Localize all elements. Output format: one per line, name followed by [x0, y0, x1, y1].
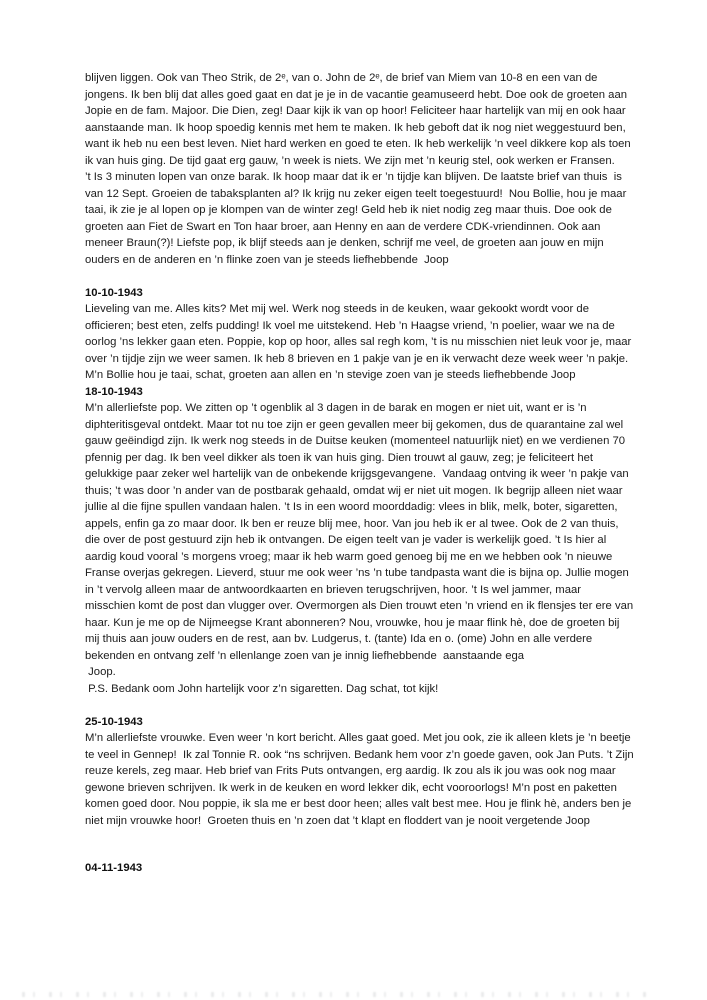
entry-date-heading: 25-10-1943	[85, 715, 143, 728]
letter-entry-04-11-1943	[85, 860, 634, 877]
intro-paragraph: ’t Is 3 minuten lopen van onze barak. Ik hoop maar dat ik er ’n tijdje kan blijven. De laatste brief van thuis is van 12 Sept. Groeien de tabaksplanten al? Ik krijg nu zeker eigen teelt toegestuurd! Nou Bollie, hou je maar taai, ik zie je al lopen op je klompen van de winter zeg! Geld heb ik niet nodig zeg maar thuis. Doe ook de groeten aan Fiet de Swart en Ton haar broer, aan Henny en aan de verdere CDK-vriendinnen. Ook aan meneer Braun(?)! Liefste pop, ik blijf steeds aan je denken, schrijf me veel, de groeten aan jouw en mijn ouders en de anderen en ’n flinke zoen van je steeds liefhebbende Joop	[85, 171, 630, 266]
letter-text-block	[85, 70, 637, 877]
letter-entry-10-10-1943	[85, 285, 634, 384]
entry-body: Lieveling van me. Alles kits? Met mij wel. Werk nog steeds in de keuken, waar gekookt wordt voor de officieren; best eten, zelfs pudding! Ik voel me uitstekend. Heb ’n Haagse vriend, ’n poelier, waar we na de oorlog ’ns lekker gaan eten. Poppie, kop op hoor, alles sal regh kom, ’t is nu misschien niet leuk voor je, maar over ’n tijdje zijn we weer samen. Ik heb 8 brieven en 1 pakje van je en ik verwacht deze week weer ’n pakje. M’n Bollie hou je taai, schat, groeten aan allen en ’n stevige zoen van je steeds liefhebbende Joop	[85, 303, 635, 381]
entry-date-heading: 18-10-1943	[85, 385, 143, 398]
entry-body: M’n allerliefste pop. We zitten op ’t ogenblik al 3 dagen in de barak en mogen er niet uit, want er is ’n diphteritisgeval ontdekt. Maar tot nu toe zijn er geen gevallen meer bij gekomen, dus de quarantaine zal wel gauw geëindigd zijn. Ik werk nog steeds in de Duitse keuken (momenteel natuurlijk niet) en we verdienen 70 pfennig per dag. Ik ben veel dikker als toen ik van huis ging. Dien trouwt al gauw, zeg; je feliciteert het gelukkige paar zeker wel hartelijk van de onbekende krijgsgevangene. Vandaag ontving ik weer ’n pakje van thuis; ’t was door ’n ander van de postbarak gehaald, omdat wij er niet uit mogen. Ik begrijp alleen niet waar jullie al die fijne spullen vandaan halen. ’t Is in een woord moorddadig: vlees in blik, melk, boter, sigaretten, appels, enfin ga zo maar door. Ik ben er reuze blij mee, hoor. Van jou heb ik er al twee. Ook de 2 van thuis, die over de post gestuurd zijn heb ik ontvangen. De eigen teelt van je vader is werkelijk goed. ’t Is hier al aardig koud vooral ’s morgens vroeg; maar ik heb warm goed genoeg bij me en we hebben ook ’n nieuwe Franse overjas gekregen. Lieverd, stuur me ook weer ’ns ’n tube tandpasta want die is bijna op. Jullie mogen in ’t vervolg alleen maar de antwoordkaarten en brieven terugschrijven, hoor. ’t Is wel jammer, maar misschien komt de post dan vlugger over. Overmorgen als Dien trouwt eten ’n vriend en ik flensjes ter ere van haar. Kun je me op de Nijmeegse Krant abonneren? Nou, vrouwke, hou je maar flink hè, doe de groeten bij mij thuis aan jouw ouders en de rest, aan bv. Ludgerus, t. (tante) Ida en o. (ome) John en alle verdere bekenden en ontvang zelf ’n ellenlange zoen van je innig liefhebbende aanstaande ega	[85, 402, 637, 662]
letter-entry-18-10-1943	[85, 384, 637, 698]
letter-entry-25-10-1943	[85, 714, 637, 830]
letter-intro	[85, 70, 634, 268]
entry-date-heading: 04-11-1943	[85, 862, 143, 874]
intro-paragraph: blijven liggen. Ook van Theo Strik, de 2ᵉ, van o. John de 2ᵉ, de brief van Miem van 10-8 en een van de jongens. Ik ben blij dat alles goed gaat en dat je je in de vacantie geamuseerd hebt. Doe ook de groeten aan Jopie en de fam. Majoor. Die Dien, zeg! Daar kijk ik van op hoor! Feliciteer haar hartelijk van mij en ook haar aanstaande man. Ik hoop spoedig kennis met hem te maken. Ik heb geboft dat ik nog niet weggestuurd ben, want ik heb nu een best leven. Niet hard werken en goed te eten. Ik heb werkelijk ’n veel dikkere kop als toen ik van huis ging. De tijd gaat erg gauw, ’n week is niets. We zijn met ’n keurig stel, ook werken er Fransen.	[85, 72, 634, 167]
entry-date-heading: 10-10-1943	[85, 286, 143, 299]
next-page-text-sliver	[22, 992, 647, 997]
entry-body: M’n allerliefste vrouwke. Even weer ’n kort bericht. Alles gaat goed. Met jou ook, zie ik alleen klets je ’n beetje te veel in Gennep! Ik zal Tonnie R. ook “ns schrijven. Bedank hem voor z’n goede gaven, ook Jan Puts. ’t Zijn reuze kerels, zeg maar. Heb brief van Frits Puts ontvangen, erg aardig. Ik zou als ik jou was ook nog maar gewone brieven schrijven. Ik werk in de keuken en word lekker dik, echt vooroorlogs! M’n post en paketten komen goed door. Nou poppie, ik sla me er best door heen; alles valt best mee. Hou je flink hè, anders ben je niet mijn vrouwke hoor! Groeten thuis en ’n zoen dat ’t klapt en floddert van je nooit vergetende Joop	[85, 732, 637, 827]
signature-line: Joop.	[85, 666, 116, 678]
ps-line: P.S. Bedank oom John hartelijk voor z’n sigaretten. Dag schat, tot kijk!	[85, 682, 439, 695]
